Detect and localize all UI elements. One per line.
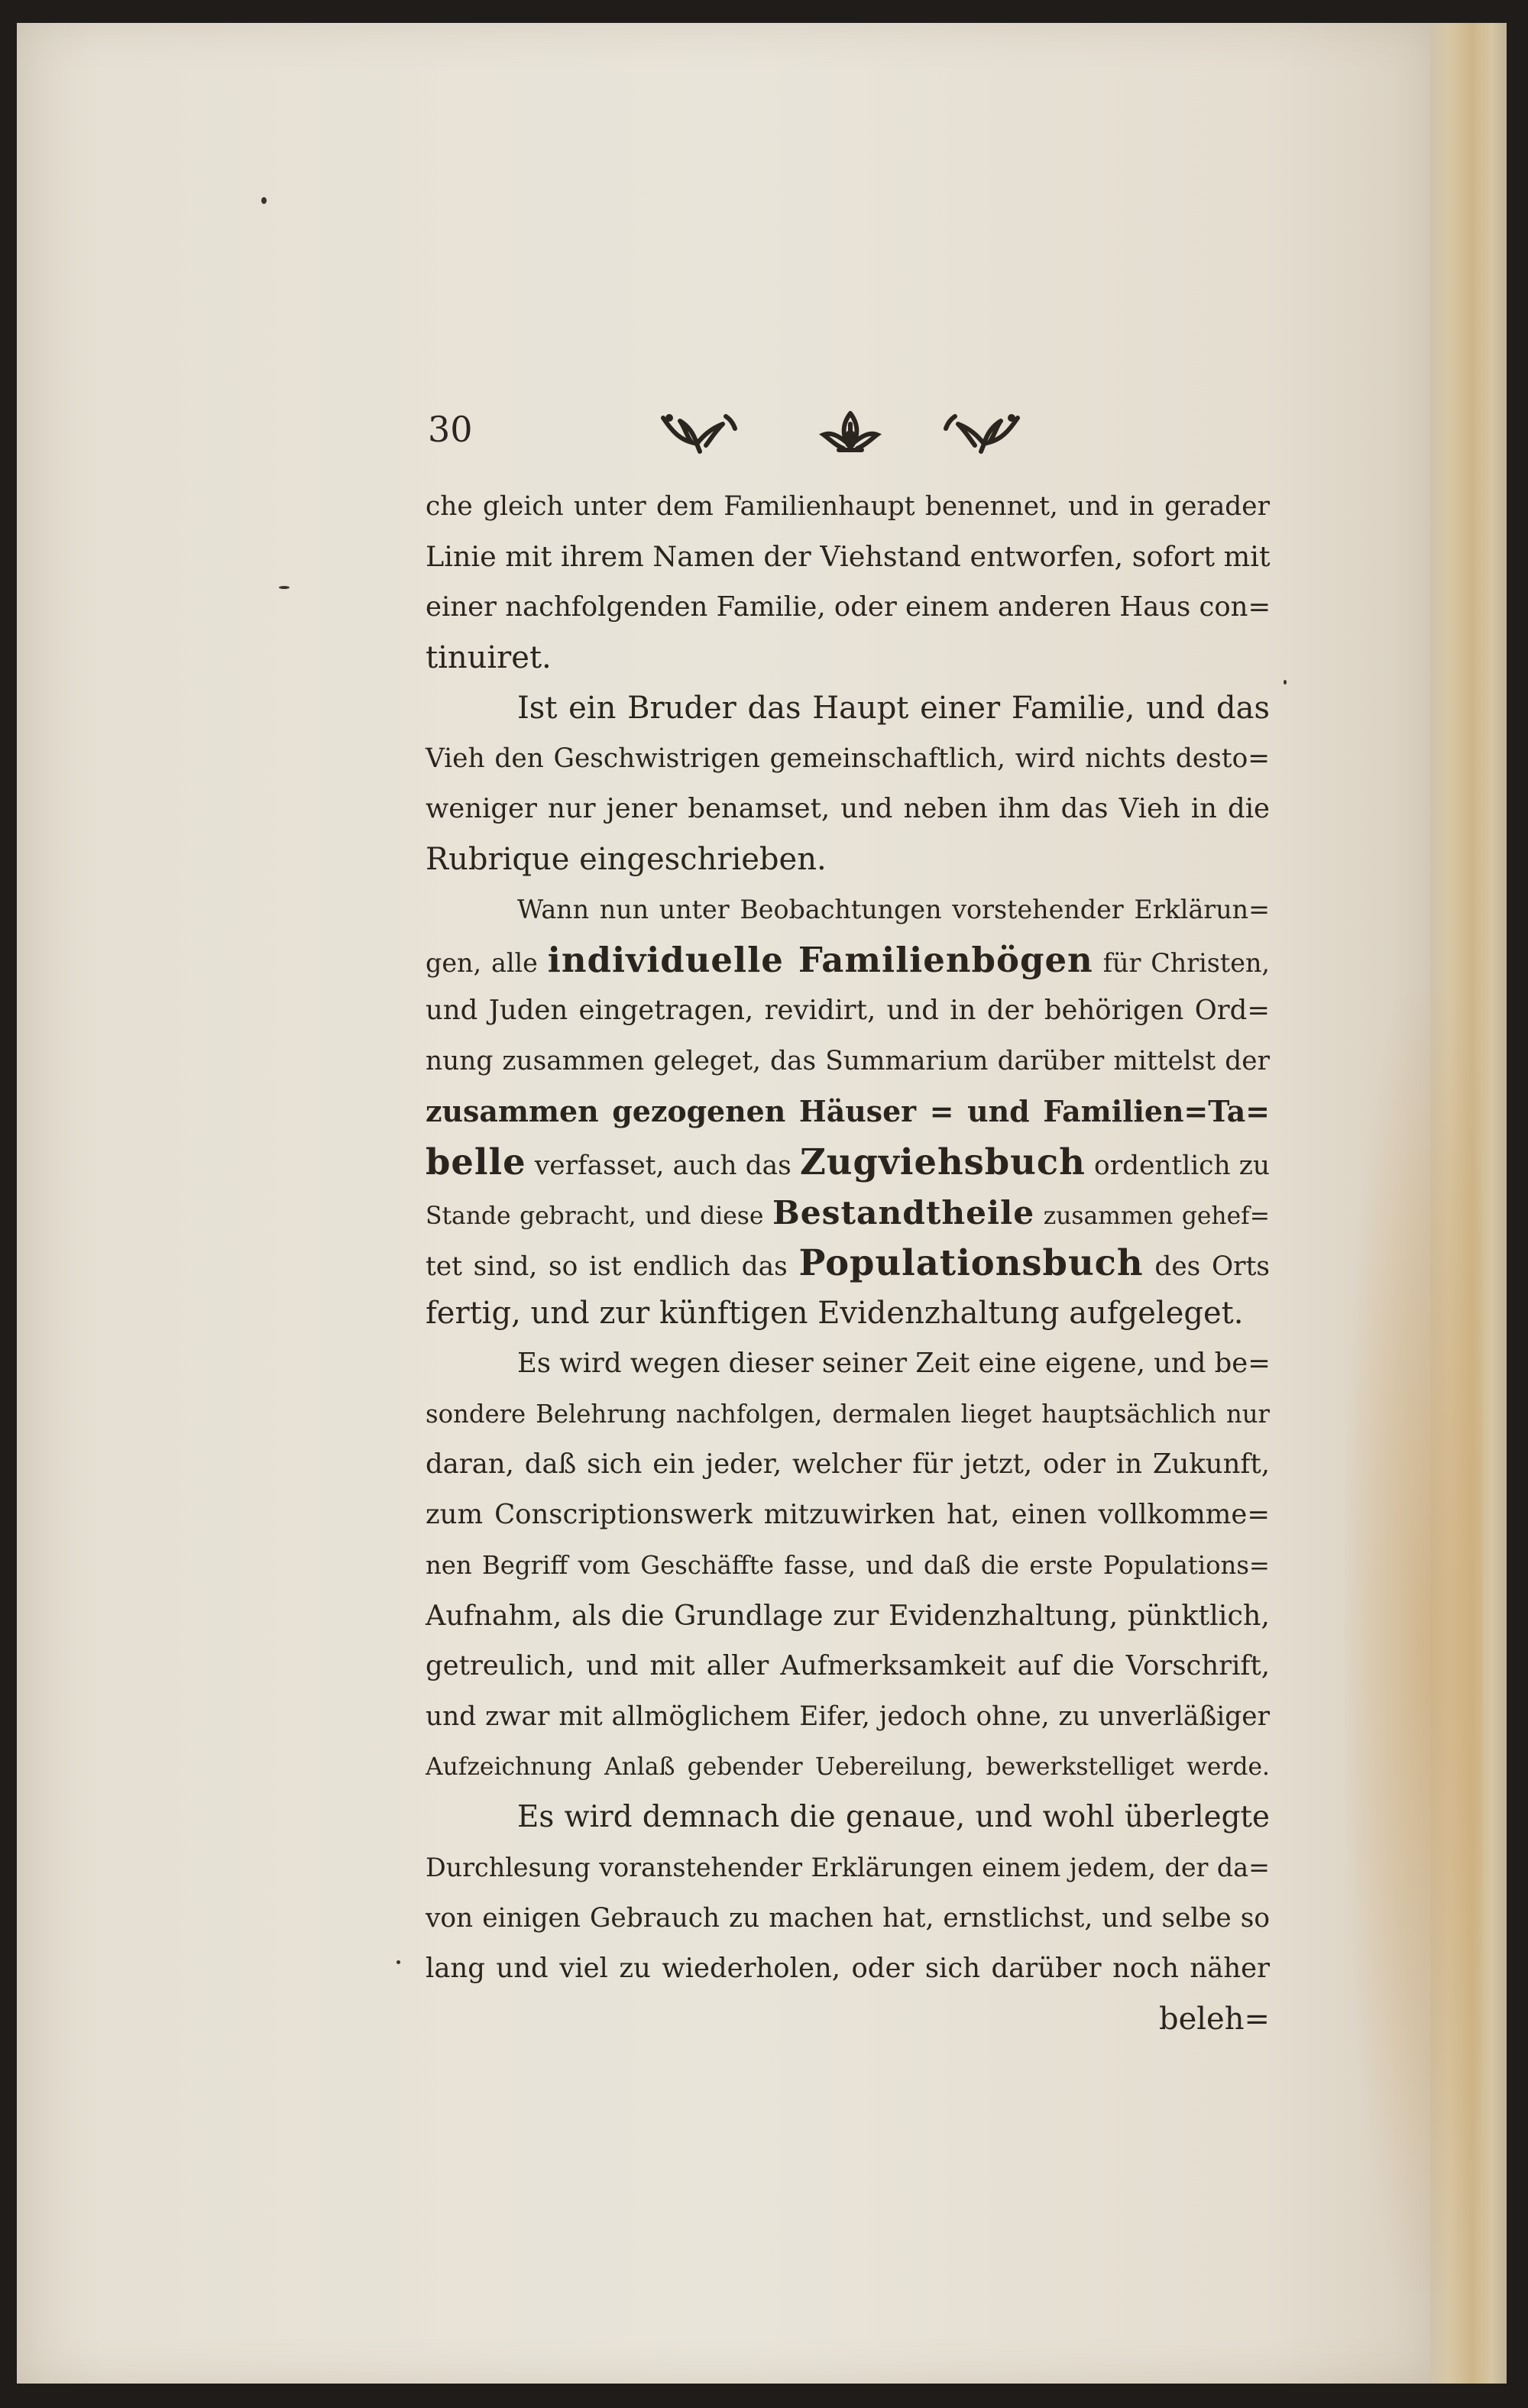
text-line: fertig, und zur künftigen Evidenzhaltung aufgeleget. (426, 1296, 1244, 1331)
text-line (426, 1187, 1270, 1238)
paragraph-1 (426, 481, 1270, 683)
text-run: ordentlich zu (1094, 1151, 1270, 1181)
text-run: tet sind, so ist endlich das (426, 1251, 788, 1282)
text-line: Aufzeichnung Anlaß gebender Uebereilung, bewerkstelliget werde. (426, 1753, 1270, 1781)
text-line: Es wird wegen dieser seiner Zeit eine eigene, und be= (517, 1348, 1271, 1379)
paragraph-5 (426, 1792, 1270, 1994)
text-line (426, 1137, 1270, 1187)
text-line: weniger nur jener benamset, und neben ihm das Vieh in die (426, 793, 1270, 824)
text-line: nung zusammen geleget, das Summarium darüber mittelst der (426, 1046, 1270, 1076)
text-line (426, 1238, 1270, 1288)
page-header (428, 409, 1268, 470)
fleuron-center-icon (816, 409, 885, 458)
ink-speck (1284, 680, 1287, 685)
text-line (426, 935, 1270, 986)
text-line: lang und viel zu wiederholen, oder sich darüber noch näher (426, 1953, 1270, 1984)
text-line: Rubrique eingeschrieben. (426, 842, 827, 877)
emphasized-term: belle (426, 1141, 526, 1183)
text-line: Aufnahm, als die Grundlage zur Evidenzhaltung, pünktlich, (426, 1599, 1270, 1632)
text-line: Durchlesung voranstehender Erklärungen einem jedem, der da= (426, 1853, 1270, 1882)
page-text (426, 481, 1270, 2044)
ink-speck (397, 1960, 400, 1964)
ink-speck (261, 197, 267, 204)
emphasized-term: Populationsbuch (798, 1241, 1144, 1283)
text-line: und zwar mit allmöglichem Eifer, jedoch ohne, zu unverläßiger (426, 1701, 1270, 1732)
text-line: Vieh den Geschwistrigen gemeinschaftlich, wird nichts desto= (426, 743, 1270, 774)
text-line: einer nachfolgenden Familie, oder einem anderen Haus con= (426, 591, 1271, 623)
emphasized-term: zusammen gezogenen Häuser = und Familien=Ta= (426, 1094, 1270, 1128)
ink-speck (279, 586, 290, 589)
page-number: 30 (428, 409, 473, 450)
paragraph-4 (426, 1338, 1270, 1792)
text-run: zusammen gehef= (1043, 1202, 1270, 1230)
fleuron-left-icon (657, 409, 741, 455)
text-line: nen Begriff vom Geschäffte fasse, und daß die erste Populations= (426, 1551, 1270, 1580)
water-stain (1345, 993, 1482, 2292)
catchword: beleh= (1158, 2002, 1270, 2037)
text-line: sondere Belehrung nachfolgen, dermalen lieget hauptsächlich nur (426, 1400, 1270, 1429)
fleuron-right-icon (940, 409, 1024, 455)
text-line: Linie mit ihrem Namen der Viehstand entworfen, sofort mit (426, 540, 1271, 573)
paragraph-2 (426, 683, 1270, 885)
emphasized-term: Bestandtheile (772, 1193, 1035, 1232)
text-run: für Christen, (1102, 948, 1270, 978)
text-line: daran, daß sich ein jeder, welcher für jetzt, oder in Zukunft, (426, 1448, 1270, 1480)
text-line: che gleich unter dem Familienhaupt benennet, und in gerader (426, 491, 1270, 522)
text-run: Stande gebracht, und diese (426, 1202, 764, 1230)
emphasized-term: Zugviehsbuch (799, 1141, 1086, 1183)
text-line: Ist ein Bruder das Haupt einer Familie, und das (517, 691, 1270, 726)
text-line: von einigen Gebrauch zu machen hat, ernstlichst, und selbe so (426, 1903, 1270, 1934)
text-line: und Juden eingetragen, revidirt, und in der behörigen Ord= (426, 995, 1270, 1026)
text-line: Es wird demnach die genaue, und wohl überlegte (517, 1800, 1270, 1834)
paragraph-3 (426, 885, 1270, 1338)
text-line (426, 1086, 1270, 1137)
text-line: zum Conscriptionswerk mitzuwirken hat, einen vollkomme= (426, 1499, 1270, 1530)
emphasized-term: individuelle Familienbögen (547, 940, 1093, 980)
text-run: verfasset, auch das (534, 1151, 792, 1181)
text-line: getreulich, und mit aller Aufmerksamkeit auf die Vorschrift, (426, 1650, 1270, 1681)
text-line: tinuiret. (426, 640, 552, 675)
text-line: Wann nun unter Beobachtungen vorstehender Erklärun= (517, 895, 1270, 924)
text-run: gen, alle (426, 948, 538, 978)
text-run: des Orts (1154, 1251, 1270, 1282)
